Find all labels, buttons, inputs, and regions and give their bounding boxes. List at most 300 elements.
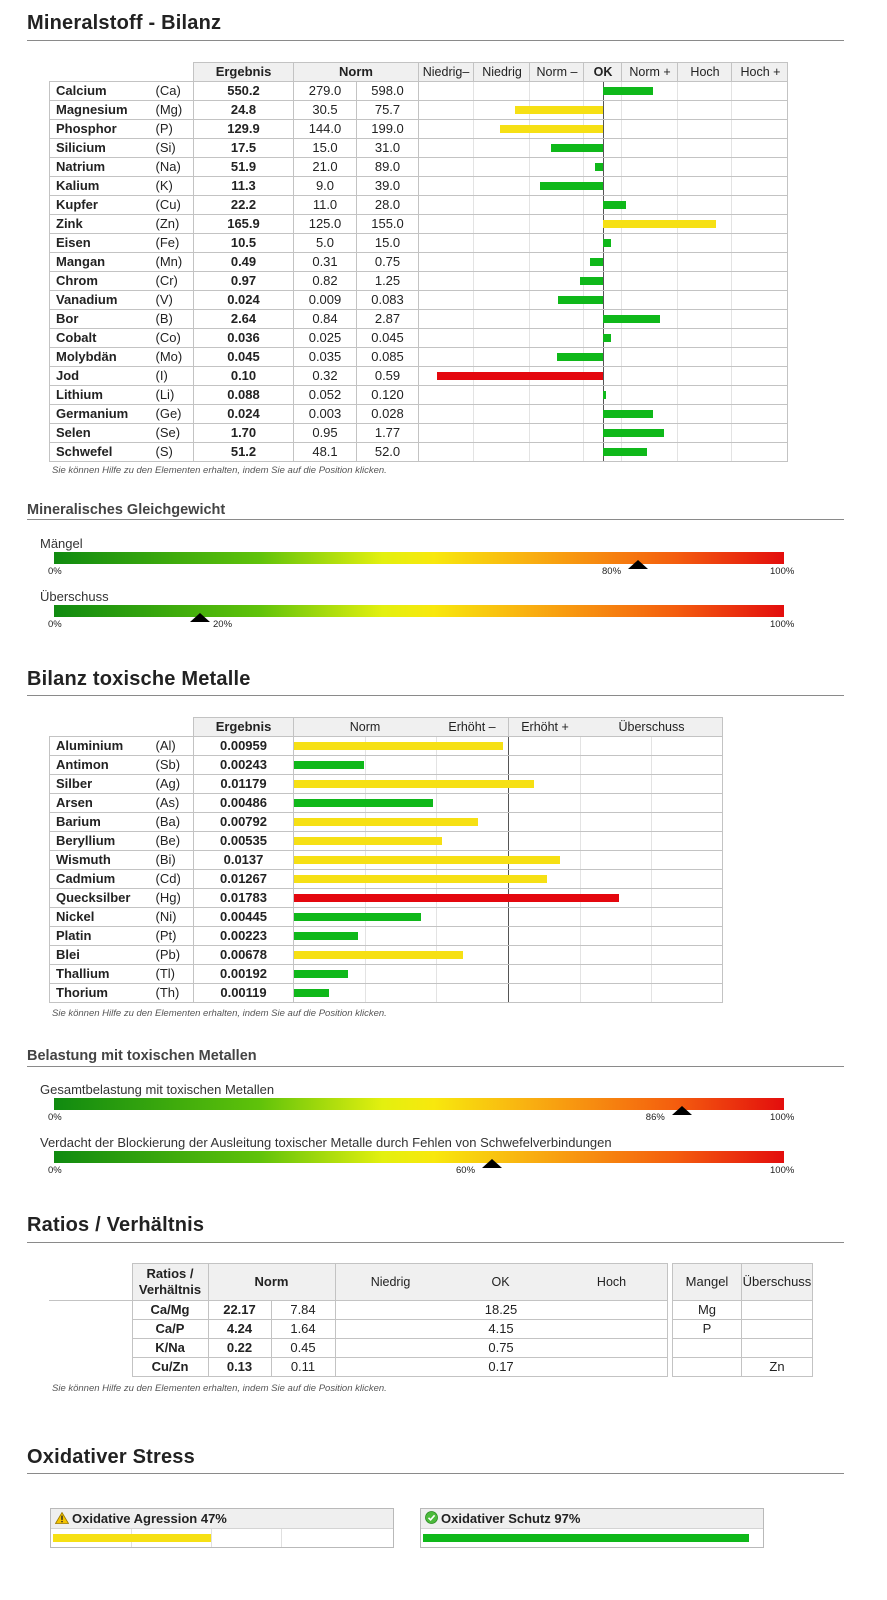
scale-norm: Norm	[349, 720, 381, 734]
norm-low: 21.0	[294, 158, 357, 177]
ratio-table	[49, 1263, 668, 1377]
result-value: 0.00445	[194, 908, 294, 927]
level-bar	[294, 989, 329, 997]
mineral-row[interactable]	[50, 177, 788, 196]
header-ueberschuss: Überschuss	[742, 1264, 813, 1301]
deviation-bar	[580, 277, 603, 285]
metal-name[interactable]: Wismuth	[50, 851, 152, 870]
help-note: Sie können Hilfe zu den Elementen erhalten, indem Sie auf die Position klicken.	[52, 1383, 387, 1394]
section-title-toxic: Bilanz toxische Metalle	[27, 668, 251, 690]
element-symbol: (Zn)	[152, 215, 194, 234]
result-value: 0.00223	[194, 927, 294, 946]
metal-name[interactable]: Barium	[50, 813, 152, 832]
deviation-cell	[419, 158, 788, 177]
deviation-bar	[590, 258, 603, 266]
scale-hoch-plus: Hoch +	[731, 63, 788, 81]
norm-low: 0.009	[294, 291, 357, 310]
ratio-side-table	[672, 1263, 813, 1377]
deviation-cell	[419, 196, 788, 215]
toxic-row[interactable]	[50, 984, 723, 1003]
mineral-row[interactable]	[50, 386, 788, 405]
gradient-scale-bar	[54, 605, 784, 617]
deviation-cell	[419, 310, 788, 329]
oxidative-schutz-label: Oxidativer Schutz 97%	[441, 1511, 581, 1526]
mineral-row[interactable]	[50, 120, 788, 139]
norm-high: 2.87	[357, 310, 419, 329]
result-value: 0.088	[194, 386, 294, 405]
metal-name[interactable]: Nickel	[50, 908, 152, 927]
mineral-row[interactable]	[50, 405, 788, 424]
scale-label: Verdacht der Blockierung der Ausleitung toxischer Metalle durch Fehlen von Schwefelverbindungen	[40, 1135, 612, 1150]
result-value: 0.00678	[194, 946, 294, 965]
metal-symbol: (Ni)	[152, 908, 194, 927]
ratio-name[interactable]: Ca/P	[132, 1320, 208, 1339]
result-value: 0.10	[194, 367, 294, 386]
norm-low: 11.0	[294, 196, 357, 215]
scale-ok: OK	[491, 1275, 510, 1289]
result-value: 51.9	[194, 158, 294, 177]
section-title-balance: Mineralisches Gleichgewicht	[27, 502, 226, 518]
result-value: 0.024	[194, 405, 294, 424]
deviation-cell	[419, 82, 788, 101]
toxic-row[interactable]	[50, 737, 723, 756]
norm-high: 39.0	[357, 177, 419, 196]
norm-low: 30.5	[294, 101, 357, 120]
ueberschuss-value: Zn	[742, 1358, 813, 1377]
norm-high: 0.120	[357, 386, 419, 405]
deviation-cell	[419, 405, 788, 424]
toxic-row[interactable]	[50, 813, 723, 832]
scale-value-label: 86%	[645, 1112, 665, 1123]
metal-symbol: (Tl)	[152, 965, 194, 984]
metal-name[interactable]: Antimon	[50, 756, 152, 775]
level-bar	[294, 818, 478, 826]
scale-ueberschuss: Überschuss	[618, 720, 685, 734]
ratio-row[interactable]	[49, 1320, 667, 1339]
scale-max-label: 100%	[770, 1112, 795, 1123]
scale-value-label: 60%	[456, 1165, 476, 1176]
element-name[interactable]: Calcium	[50, 82, 152, 101]
toxic-row[interactable]	[50, 756, 723, 775]
ratio-row[interactable]	[49, 1339, 667, 1358]
section-title-ratios: Ratios / Verhältnis	[27, 1214, 205, 1236]
section-divider	[27, 40, 844, 41]
mineral-row[interactable]	[50, 234, 788, 253]
header-ratios-line2: Verhältnis	[138, 1282, 202, 1297]
level-bar	[294, 894, 619, 902]
ratio-row[interactable]	[49, 1301, 667, 1320]
level-bar	[294, 875, 547, 883]
level-cell	[294, 965, 723, 984]
element-symbol: (Ca)	[152, 82, 194, 101]
scale-niedrig: Niedrig	[370, 1275, 411, 1289]
norm-low: 125.0	[294, 215, 357, 234]
deviation-cell	[419, 253, 788, 272]
level-cell	[294, 775, 723, 794]
ratio-row[interactable]	[49, 1358, 667, 1377]
element-name[interactable]: Bor	[50, 310, 152, 329]
toxic-row[interactable]	[50, 889, 723, 908]
scale-hoch: Hoch	[677, 63, 732, 81]
deviation-bar	[500, 125, 603, 133]
deviation-bar	[595, 163, 603, 171]
deviation-cell	[419, 424, 788, 443]
norm-low: 0.95	[294, 424, 357, 443]
result-value: 0.00486	[194, 794, 294, 813]
metal-name[interactable]: Silber	[50, 775, 152, 794]
deviation-bar	[540, 182, 603, 190]
mineral-row[interactable]	[50, 329, 788, 348]
oxidative-agression-panel[interactable]	[50, 1508, 394, 1548]
element-name[interactable]: Molybdän	[50, 348, 152, 367]
result-value: 0.13	[208, 1358, 271, 1377]
element-name[interactable]: Schwefel	[50, 443, 152, 462]
result-value: 22.17	[208, 1301, 271, 1320]
scale-erhoeht-minus: Erhöht –	[448, 720, 496, 734]
norm-low: 5.0	[294, 234, 357, 253]
metal-symbol: (Th)	[152, 984, 194, 1003]
metal-symbol: (Be)	[152, 832, 194, 851]
deviation-cell	[419, 101, 788, 120]
scale-erhoeht-plus: Erhöht +	[508, 718, 581, 736]
header-mangel: Mangel	[673, 1264, 742, 1301]
level-bar	[294, 913, 421, 921]
scale-value-label: 20%	[213, 619, 233, 630]
header-ratios	[132, 1264, 208, 1301]
element-symbol: (Se)	[152, 424, 194, 443]
element-symbol: (K)	[152, 177, 194, 196]
metal-name[interactable]: Thorium	[50, 984, 152, 1003]
result-value: 0.024	[194, 291, 294, 310]
norm-high: 18.25	[335, 1301, 667, 1320]
metal-symbol: (Sb)	[152, 756, 194, 775]
norm-high: 0.083	[357, 291, 419, 310]
toxic-row[interactable]	[50, 870, 723, 889]
norm-high: 0.085	[357, 348, 419, 367]
warning-icon	[55, 1510, 69, 1529]
element-symbol: (I)	[152, 367, 194, 386]
norm-high: 75.7	[357, 101, 419, 120]
mineral-row[interactable]	[50, 367, 788, 386]
result-value: 17.5	[194, 139, 294, 158]
element-name[interactable]: Kupfer	[50, 196, 152, 215]
result-value: 0.01783	[194, 889, 294, 908]
norm-high: 0.75	[335, 1339, 667, 1358]
level-bar	[294, 780, 534, 788]
element-name[interactable]: Natrium	[50, 158, 152, 177]
scale-min-label: 0%	[48, 566, 62, 577]
mineral-row[interactable]	[50, 443, 788, 462]
norm-low: 1.64	[271, 1320, 335, 1339]
norm-low: 0.32	[294, 367, 357, 386]
metal-symbol: (Ba)	[152, 813, 194, 832]
level-cell	[294, 889, 723, 908]
oxidative-agression-label: Oxidative Agression 47%	[72, 1511, 227, 1526]
ratio-name[interactable]: Cu/Zn	[132, 1358, 208, 1377]
deviation-cell	[419, 234, 788, 253]
scale-label: Überschuss	[40, 589, 109, 604]
element-name[interactable]: Germanium	[50, 405, 152, 424]
mineral-row[interactable]	[50, 253, 788, 272]
gradient-scale-bar	[54, 1151, 784, 1163]
norm-high: 89.0	[357, 158, 419, 177]
metal-name[interactable]: Quecksilber	[50, 889, 152, 908]
mineral-table	[49, 62, 788, 462]
metal-symbol: (Bi)	[152, 851, 194, 870]
metal-symbol: (Pt)	[152, 927, 194, 946]
metal-symbol: (Hg)	[152, 889, 194, 908]
deviation-bar	[603, 410, 653, 418]
ueberschuss-value	[742, 1320, 813, 1339]
element-symbol: (Ge)	[152, 405, 194, 424]
mineral-row[interactable]	[50, 291, 788, 310]
scale-min-label: 0%	[48, 1112, 62, 1123]
result-value: 0.00192	[194, 965, 294, 984]
level-cell	[294, 756, 723, 775]
result-value: 165.9	[194, 215, 294, 234]
ratio-name[interactable]: Ca/Mg	[132, 1301, 208, 1320]
element-symbol: (Mn)	[152, 253, 194, 272]
element-name[interactable]: Mangan	[50, 253, 152, 272]
metal-name[interactable]: Platin	[50, 927, 152, 946]
mineral-row[interactable]	[50, 310, 788, 329]
element-symbol: (V)	[152, 291, 194, 310]
oxidative-agression-bar	[53, 1534, 211, 1542]
toxic-table	[49, 717, 723, 1003]
deviation-bar	[603, 334, 611, 342]
level-bar	[294, 951, 463, 959]
header-norm: Norm	[294, 63, 419, 82]
element-name[interactable]: Silicium	[50, 139, 152, 158]
scale-marker-icon	[672, 1106, 692, 1115]
scale-niedrig: Niedrig	[473, 63, 530, 81]
mineral-row[interactable]	[50, 139, 788, 158]
norm-low: 15.0	[294, 139, 357, 158]
help-note: Sie können Hilfe zu den Elementen erhalten, indem Sie auf die Position klicken.	[52, 1008, 387, 1019]
element-symbol: (Mg)	[152, 101, 194, 120]
scale-marker-icon	[628, 560, 648, 569]
ratio-side-row	[673, 1301, 813, 1320]
header-toxic-scale	[294, 718, 723, 737]
level-cell	[294, 927, 723, 946]
deviation-bar	[551, 144, 604, 152]
result-value: 0.00243	[194, 756, 294, 775]
ueberschuss-value	[742, 1301, 813, 1320]
ratio-name[interactable]: K/Na	[132, 1339, 208, 1358]
metal-name[interactable]: Aluminium	[50, 737, 152, 756]
result-value: 0.0137	[194, 851, 294, 870]
scale-value-label: 80%	[602, 566, 622, 577]
result-value: 0.045	[194, 348, 294, 367]
deviation-cell	[419, 215, 788, 234]
element-name[interactable]: Vanadium	[50, 291, 152, 310]
element-symbol: (P)	[152, 120, 194, 139]
scale-ok: OK	[583, 63, 622, 81]
norm-low: 48.1	[294, 443, 357, 462]
norm-high: 1.25	[357, 272, 419, 291]
mangel-value: P	[673, 1320, 742, 1339]
result-value: 0.00792	[194, 813, 294, 832]
element-name[interactable]: Phosphor	[50, 120, 152, 139]
check-circle-icon	[425, 1510, 438, 1529]
scale-min-label: 0%	[48, 1165, 62, 1176]
level-bar	[294, 837, 442, 845]
deviation-bar	[603, 448, 647, 456]
element-name[interactable]: Chrom	[50, 272, 152, 291]
result-value: 10.5	[194, 234, 294, 253]
level-bar	[294, 761, 364, 769]
element-symbol: (Na)	[152, 158, 194, 177]
deviation-cell	[419, 329, 788, 348]
norm-high: 52.0	[357, 443, 419, 462]
deviation-bar	[603, 87, 653, 95]
mineral-row[interactable]	[50, 101, 788, 120]
level-cell	[294, 737, 723, 756]
metal-name[interactable]: Cadmium	[50, 870, 152, 889]
toxic-row[interactable]	[50, 927, 723, 946]
level-bar	[294, 742, 503, 750]
element-symbol: (Cu)	[152, 196, 194, 215]
level-cell	[294, 870, 723, 889]
result-value: 0.01267	[194, 870, 294, 889]
mineral-row[interactable]	[50, 82, 788, 101]
norm-low: 0.11	[271, 1358, 335, 1377]
header-ratio-scale	[335, 1264, 667, 1301]
mineral-row[interactable]	[50, 272, 788, 291]
mangel-value	[673, 1358, 742, 1377]
level-bar	[294, 932, 358, 940]
metal-name[interactable]: Blei	[50, 946, 152, 965]
mineral-row[interactable]	[50, 158, 788, 177]
element-name[interactable]: Magnesium	[50, 101, 152, 120]
result-value: 0.00959	[194, 737, 294, 756]
element-name[interactable]: Jod	[50, 367, 152, 386]
scale-max-label: 100%	[770, 1165, 795, 1176]
element-name[interactable]: Lithium	[50, 386, 152, 405]
toxic-row[interactable]	[50, 775, 723, 794]
element-symbol: (Mo)	[152, 348, 194, 367]
element-symbol: (Co)	[152, 329, 194, 348]
section-divider	[27, 1473, 844, 1474]
mineral-row[interactable]	[50, 215, 788, 234]
norm-low: 0.45	[271, 1339, 335, 1358]
element-name[interactable]: Zink	[50, 215, 152, 234]
section-title-load: Belastung mit toxischen Metallen	[27, 1048, 257, 1064]
norm-high: 0.59	[357, 367, 419, 386]
result-value: 0.97	[194, 272, 294, 291]
toxic-row[interactable]	[50, 851, 723, 870]
element-name[interactable]: Cobalt	[50, 329, 152, 348]
deviation-bar	[437, 372, 603, 380]
toxic-row[interactable]	[50, 908, 723, 927]
section-title-mineral: Mineralstoff - Bilanz	[27, 12, 222, 34]
gradient-scale-bar	[54, 552, 784, 564]
metal-name[interactable]: Beryllium	[50, 832, 152, 851]
metal-name[interactable]: Arsen	[50, 794, 152, 813]
deviation-cell	[419, 177, 788, 196]
norm-low: 0.052	[294, 386, 357, 405]
oxidative-schutz-panel[interactable]	[420, 1508, 764, 1548]
result-value: 4.24	[208, 1320, 271, 1339]
result-value: 0.01179	[194, 775, 294, 794]
deviation-bar	[603, 391, 606, 399]
norm-low: 144.0	[294, 120, 357, 139]
header-ergebnis: Ergebnis	[194, 718, 294, 737]
header-ratios-line1: Ratios /	[146, 1266, 194, 1281]
element-symbol: (Cr)	[152, 272, 194, 291]
element-symbol: (B)	[152, 310, 194, 329]
scale-marker-icon	[482, 1159, 502, 1168]
deviation-cell	[419, 139, 788, 158]
scale-norm-minus: Norm –	[529, 63, 584, 81]
metal-name[interactable]: Thallium	[50, 965, 152, 984]
mangel-value	[673, 1339, 742, 1358]
header-scale	[419, 63, 788, 82]
level-cell	[294, 908, 723, 927]
mineral-row[interactable]	[50, 424, 788, 443]
toxic-row[interactable]	[50, 965, 723, 984]
result-value: 22.2	[194, 196, 294, 215]
result-value: 51.2	[194, 443, 294, 462]
deviation-cell	[419, 348, 788, 367]
deviation-bar	[557, 353, 603, 361]
section-title-oxidative: Oxidativer Stress	[27, 1446, 195, 1468]
level-bar	[294, 799, 433, 807]
norm-low: 0.025	[294, 329, 357, 348]
toxic-row[interactable]	[50, 946, 723, 965]
scale-label: Gesamtbelastung mit toxischen Metallen	[40, 1082, 275, 1097]
result-value: 0.00535	[194, 832, 294, 851]
scale-niedrig-minus: Niedrig–	[422, 65, 470, 79]
deviation-bar	[603, 220, 716, 228]
result-value: 550.2	[194, 82, 294, 101]
mineral-row[interactable]	[50, 348, 788, 367]
level-bar	[294, 856, 560, 864]
deviation-bar	[558, 296, 603, 304]
scale-max-label: 100%	[770, 566, 795, 577]
result-value: 11.3	[194, 177, 294, 196]
norm-high: 0.75	[357, 253, 419, 272]
header-norm: Norm	[208, 1264, 335, 1301]
element-name[interactable]: Eisen	[50, 234, 152, 253]
result-value: 129.9	[194, 120, 294, 139]
toxic-row[interactable]	[50, 794, 723, 813]
norm-high: 598.0	[357, 82, 419, 101]
norm-high: 4.15	[335, 1320, 667, 1339]
element-name[interactable]: Kalium	[50, 177, 152, 196]
result-value: 1.70	[194, 424, 294, 443]
level-cell	[294, 813, 723, 832]
scale-marker-icon	[190, 613, 210, 622]
level-cell	[294, 851, 723, 870]
norm-high: 199.0	[357, 120, 419, 139]
norm-high: 0.028	[357, 405, 419, 424]
element-name[interactable]: Selen	[50, 424, 152, 443]
ratio-side-row	[673, 1320, 813, 1339]
header-ergebnis: Ergebnis	[194, 63, 294, 82]
level-cell	[294, 946, 723, 965]
norm-low: 0.82	[294, 272, 357, 291]
element-symbol: (S)	[152, 443, 194, 462]
norm-high: 0.17	[335, 1358, 667, 1377]
toxic-row[interactable]	[50, 832, 723, 851]
metal-symbol: (As)	[152, 794, 194, 813]
mineral-row[interactable]	[50, 196, 788, 215]
norm-high: 31.0	[357, 139, 419, 158]
result-value: 2.64	[194, 310, 294, 329]
scale-hoch: Hoch	[596, 1275, 627, 1289]
ueberschuss-value	[742, 1339, 813, 1358]
